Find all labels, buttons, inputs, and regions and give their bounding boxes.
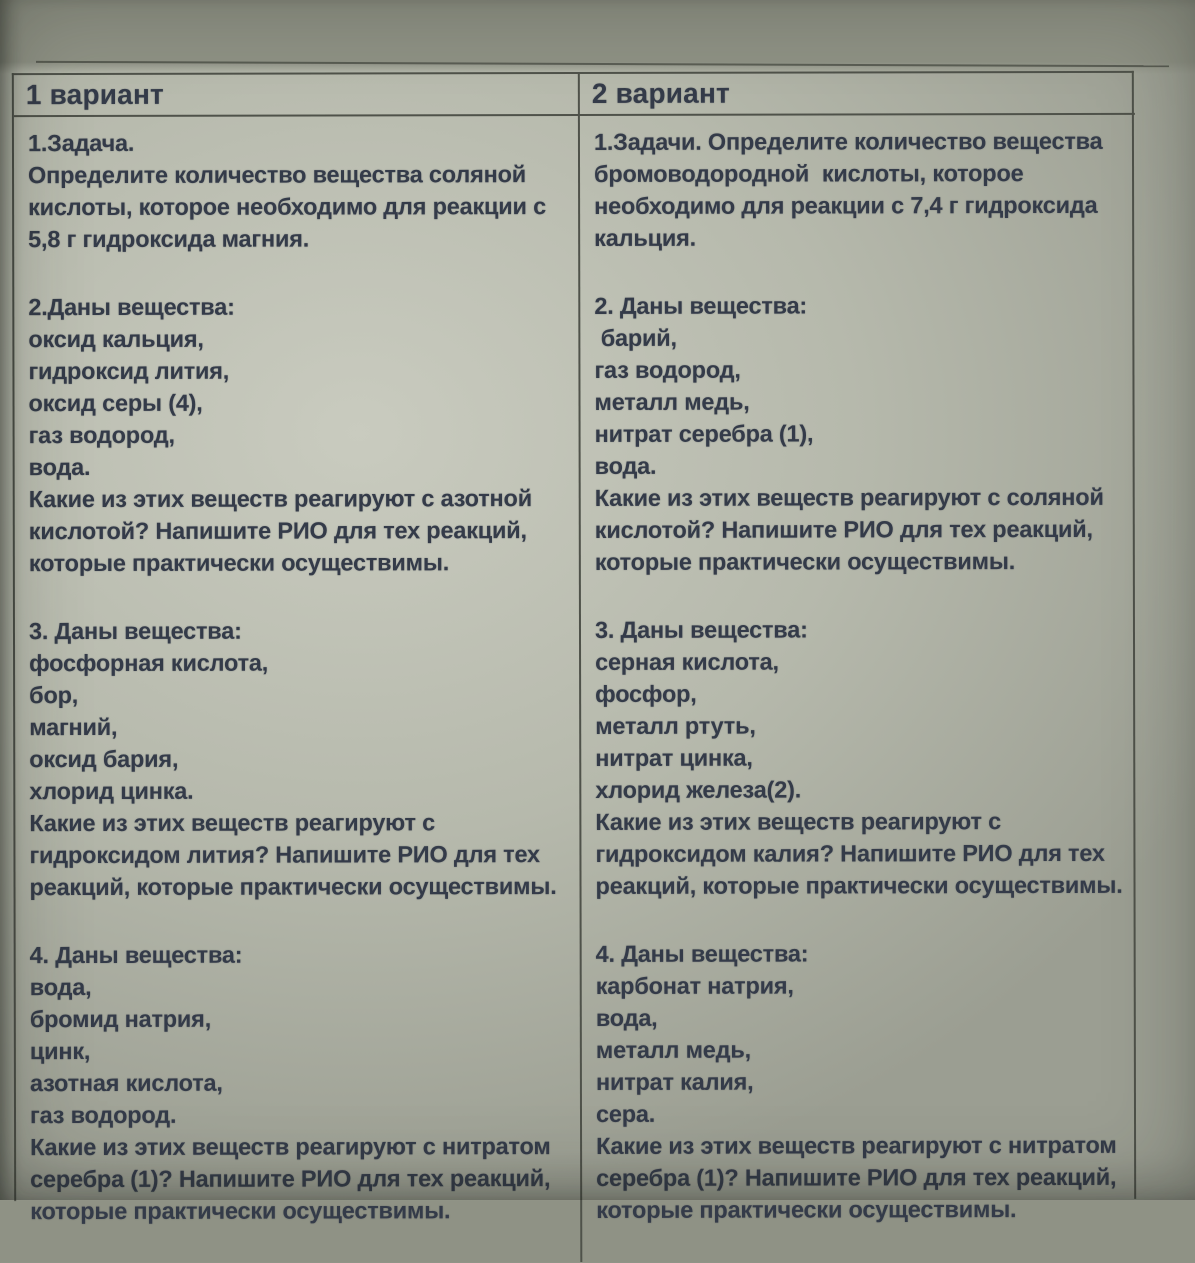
task-block bbox=[594, 125, 1121, 254]
task-text-line: 2.Даны вещества: bbox=[28, 293, 235, 321]
task-text-line: реакций, которые практически осуществимы. bbox=[29, 873, 557, 901]
task-text-line: серебра (1)? Напишите РИО для тех реакций, bbox=[30, 1165, 551, 1193]
task-text-line: 3. Даны вещества: bbox=[28, 617, 242, 645]
task-text-line: кислотой? Напишите РИО для тех реакций, bbox=[594, 515, 1093, 543]
task-text-line: Какие из этих веществ реагируют с bbox=[595, 808, 1001, 835]
task-text-line: бромоводородной кислоты, которое bbox=[594, 160, 1024, 187]
task-text-line: газ водород. bbox=[29, 1101, 177, 1129]
task-text-line: 5,8 г гидроксида магния. bbox=[28, 225, 310, 253]
task-text-line: Какие из этих веществ реагируют с bbox=[29, 809, 435, 837]
variant-header: 1 вариант bbox=[14, 74, 580, 117]
task-text-line: которые практически осуществимы. bbox=[594, 548, 1016, 575]
task-text-line: хлорид цинка. bbox=[29, 777, 194, 805]
task-text-line: Какие из этих веществ реагируют с азотной bbox=[28, 485, 532, 513]
task-text-line: 4. Даны вещества: bbox=[595, 940, 809, 967]
task-block bbox=[594, 289, 1122, 578]
task-block bbox=[28, 290, 565, 579]
task-text-line: газ водород, bbox=[594, 356, 741, 383]
task-text-line: кислотой? Напишите РИО для тех реакций, bbox=[28, 517, 527, 545]
task-text-line: гидроксидом калия? Напишите РИО для тех bbox=[595, 839, 1105, 867]
paper-edge-line bbox=[36, 61, 1169, 67]
task-text-line: которые практически осуществимы. bbox=[28, 549, 450, 577]
task-text-line: 4. Даны вещества: bbox=[29, 941, 243, 969]
task-text-line: бор, bbox=[29, 682, 79, 709]
task-text-line: вода. bbox=[28, 454, 91, 481]
task-text-line: гидроксид лития, bbox=[28, 357, 230, 385]
task-text-line: Какие из этих веществ реагируют с соляной bbox=[594, 483, 1104, 511]
task-text-line: кальция. bbox=[594, 224, 696, 251]
task-text-line: металл ртуть, bbox=[595, 712, 756, 739]
task-block bbox=[30, 938, 567, 1227]
task-text-line: оксид серы (4), bbox=[28, 389, 203, 417]
task-text-line: фосфор, bbox=[595, 680, 697, 707]
task-text-line: серная кислота, bbox=[595, 648, 779, 675]
variant-tasks bbox=[580, 115, 1137, 1262]
variant-header: 2 вариант bbox=[580, 73, 1135, 116]
task-text-line: вода, bbox=[595, 1004, 658, 1031]
task-text-line: металл медь, bbox=[595, 1036, 751, 1063]
task-text-line: которые практически осуществимы. bbox=[596, 1196, 1017, 1223]
task-text-line: барий, bbox=[594, 324, 677, 351]
task-text-line: 1.Задача. bbox=[27, 129, 135, 157]
task-text-line: цинк, bbox=[29, 1038, 91, 1065]
task-text-line: хлорид железа(2). bbox=[595, 776, 802, 803]
task-text-line: гидроксидом лития? Напишите РИО для тех bbox=[29, 841, 540, 869]
task-text-line: оксид кальция, bbox=[28, 325, 204, 353]
variant-tasks bbox=[14, 116, 582, 1263]
task-text-line: металл медь, bbox=[594, 388, 750, 415]
task-block bbox=[596, 937, 1124, 1226]
task-text-line: вода. bbox=[594, 452, 657, 479]
task-block bbox=[28, 126, 564, 255]
variants-table bbox=[12, 71, 1136, 1225]
task-block bbox=[29, 614, 566, 903]
task-text-line: Какие из этих веществ реагируют с нитратом bbox=[596, 1131, 1117, 1159]
task-text-line: нитрат калия, bbox=[595, 1068, 754, 1095]
task-text-line: карбонат натрия, bbox=[595, 972, 794, 999]
task-text-line: необходимо для реакции с 7,4 г гидроксида bbox=[594, 191, 1098, 219]
task-text-line: оксид бария, bbox=[29, 745, 179, 773]
task-text-line: которые практически осуществимы. bbox=[30, 1197, 451, 1225]
task-text-line: 2. Даны вещества: bbox=[594, 292, 808, 319]
task-text-line: газ водород, bbox=[28, 421, 175, 449]
task-text-line: Какие из этих веществ реагируют с нитратом bbox=[30, 1133, 551, 1161]
task-text-line: нитрат серебра (1), bbox=[594, 420, 814, 447]
task-text-line: нитрат цинка, bbox=[595, 744, 753, 771]
task-text-line: 1.Задачи. Определите количество вещества bbox=[593, 127, 1103, 155]
task-text-line: азотная кислота, bbox=[29, 1069, 223, 1097]
task-text-line: магний, bbox=[29, 713, 118, 741]
task-text-line: кислоты, которое необходимо для реакции с bbox=[28, 193, 547, 221]
task-text-line: серебра (1)? Напишите РИО для тех реакций, bbox=[596, 1163, 1117, 1191]
task-text-line: сера. bbox=[595, 1100, 656, 1127]
task-block bbox=[595, 613, 1123, 902]
task-text-line: вода, bbox=[29, 974, 92, 1001]
task-text-line: реакций, которые практически осуществимы. bbox=[595, 871, 1123, 899]
task-text-line: фосфорная кислота, bbox=[29, 649, 269, 677]
task-text-line: Определите количество вещества соляной bbox=[28, 161, 527, 189]
task-text-line: бромид натрия, bbox=[29, 1005, 212, 1033]
task-text-line: 3. Даны вещества: bbox=[594, 616, 808, 643]
